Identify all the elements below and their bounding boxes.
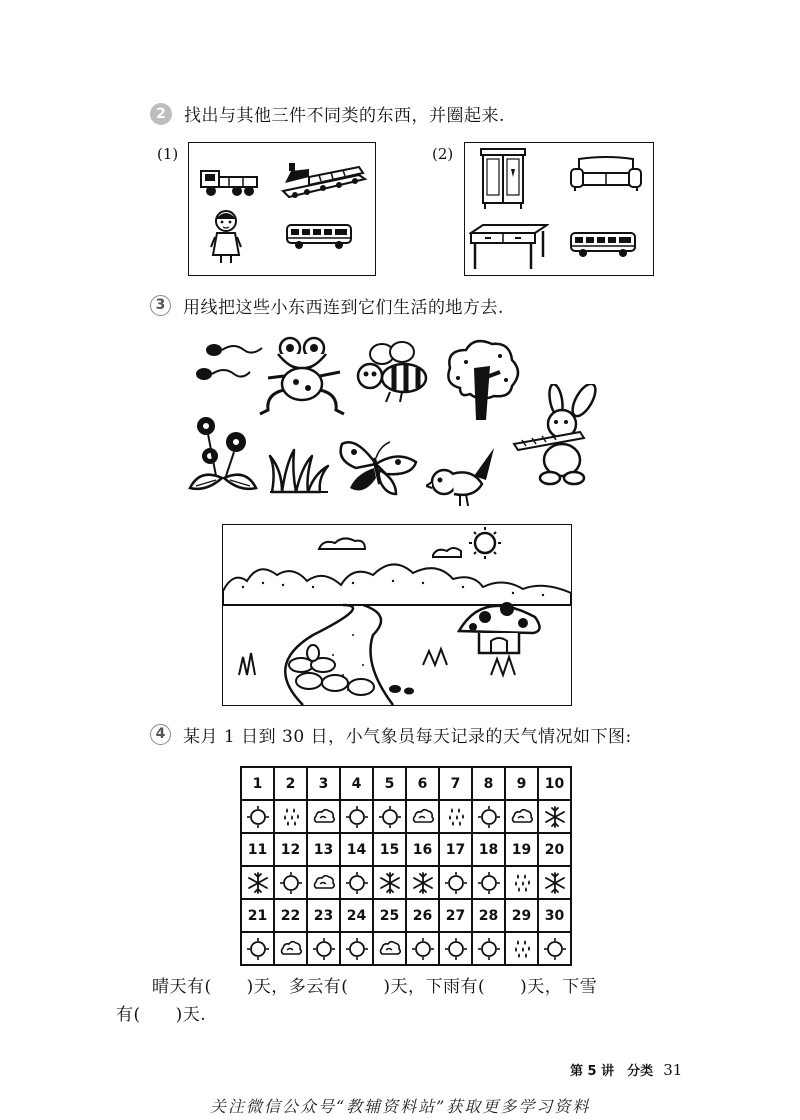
weather-icon-row [241, 932, 571, 965]
page-number: 31 [663, 1061, 683, 1079]
day-number-cell: 4 [340, 767, 373, 800]
cloud-icon [312, 871, 336, 895]
weather-cell [472, 800, 505, 833]
sun-icon [312, 937, 336, 961]
day-number-cell: 20 [538, 833, 571, 866]
q2-part2-label: (2) [432, 145, 454, 163]
grass-icon[interactable] [268, 446, 330, 494]
landscape-scene[interactable] [222, 524, 572, 706]
desk-icon[interactable] [469, 223, 549, 271]
day-number-row [241, 767, 571, 800]
bus-icon[interactable] [569, 229, 639, 259]
weather-cell [472, 866, 505, 899]
weather-cell [241, 866, 274, 899]
day-number-cell: 28 [472, 899, 505, 932]
day-number-cell: 26 [406, 899, 439, 932]
answer-line-1[interactable]: 晴天有( )天，多云有( )天，下雨有( )天，下雪 [152, 977, 598, 997]
weather-table [240, 766, 572, 966]
sun-icon [411, 937, 435, 961]
q4-text: 某月 1 日到 30 日，小气象员每天记录的天气情况如下图: [183, 727, 632, 747]
weather-cell [307, 800, 340, 833]
day-number-cell: 7 [439, 767, 472, 800]
landscape-illustration [223, 525, 571, 705]
day-number-cell: 30 [538, 899, 571, 932]
day-number-cell: 15 [373, 833, 406, 866]
weather-cell [505, 800, 538, 833]
sun-icon [477, 937, 501, 961]
day-number-cell: 16 [406, 833, 439, 866]
weather-cell [307, 866, 340, 899]
weather-cell [406, 932, 439, 965]
cloud-icon [411, 805, 435, 829]
q2-part2-box[interactable] [464, 142, 654, 276]
cloud-shape [319, 538, 365, 549]
mushroom-house-icon [459, 602, 540, 653]
weather-cell [307, 932, 340, 965]
weather-cell [406, 800, 439, 833]
lecture-label: 第 5 讲 分类 [570, 1064, 654, 1079]
sun-icon [246, 937, 270, 961]
snow-icon [543, 871, 567, 895]
rabbit-icon[interactable] [510, 384, 610, 490]
q4-number: 4 [150, 724, 171, 745]
train-icon[interactable] [279, 161, 369, 205]
weather-cell [274, 866, 307, 899]
weather-cell [472, 932, 505, 965]
day-number-row [241, 899, 571, 932]
bus-icon[interactable] [285, 221, 355, 251]
sofa-icon[interactable] [569, 155, 643, 193]
day-number-cell: 13 [307, 833, 340, 866]
sun-icon [469, 527, 501, 559]
tadpoles-icon[interactable] [190, 338, 264, 388]
answer-line-2[interactable]: 有( )天. [116, 1005, 207, 1025]
sun-icon [477, 871, 501, 895]
weather-cell [406, 866, 439, 899]
snow-icon [543, 805, 567, 829]
day-number-cell: 1 [241, 767, 274, 800]
weather-cell [538, 932, 571, 965]
day-number-cell: 23 [307, 899, 340, 932]
q2-number: 2 [150, 103, 172, 125]
sun-icon [444, 871, 468, 895]
day-number-cell: 29 [505, 899, 538, 932]
day-number-cell: 19 [505, 833, 538, 866]
weather-icon-row [241, 866, 571, 899]
cloud-icon [510, 805, 534, 829]
q4-heading [150, 722, 632, 747]
weather-cell [373, 932, 406, 965]
day-number-cell: 2 [274, 767, 307, 800]
weather-cell [373, 800, 406, 833]
bird-icon[interactable] [426, 444, 498, 510]
sun-icon [543, 937, 567, 961]
frog-icon[interactable] [256, 334, 348, 420]
day-number-cell: 12 [274, 833, 307, 866]
q2-part1-label: (1) [157, 145, 179, 163]
day-number-cell: 3 [307, 767, 340, 800]
doll-icon[interactable] [209, 209, 243, 265]
weather-cell [439, 932, 472, 965]
weather-cell [274, 800, 307, 833]
snow-icon [246, 871, 270, 895]
day-number-cell: 5 [373, 767, 406, 800]
day-number-cell: 10 [538, 767, 571, 800]
weather-cell [241, 800, 274, 833]
weather-cell [538, 800, 571, 833]
bee-icon[interactable] [354, 340, 432, 406]
weather-table-wrapper [240, 766, 572, 966]
flowers-icon[interactable] [186, 412, 260, 498]
cloud-icon [378, 937, 402, 961]
q2-part1-box[interactable] [188, 142, 376, 276]
rain-icon [510, 871, 534, 895]
cloud-shape [433, 548, 461, 557]
q2-text: 找出与其他三件不同类的东西，并圈起来. [184, 106, 505, 126]
cloud-icon [279, 937, 303, 961]
day-number-cell: 14 [340, 833, 373, 866]
snow-icon [378, 871, 402, 895]
weather-cell [241, 932, 274, 965]
day-number-row [241, 833, 571, 866]
q2-heading [150, 101, 505, 126]
weather-icon-row [241, 800, 571, 833]
weather-cell [505, 866, 538, 899]
weather-cell [439, 866, 472, 899]
weather-cell [439, 800, 472, 833]
weather-cell [340, 932, 373, 965]
q3-heading [150, 293, 504, 318]
sun-icon [378, 805, 402, 829]
sun-icon [279, 871, 303, 895]
rain-icon [510, 937, 534, 961]
lily-pads [289, 645, 374, 695]
rain-icon [444, 805, 468, 829]
snow-icon [411, 871, 435, 895]
day-number-cell: 22 [274, 899, 307, 932]
weather-cell [274, 932, 307, 965]
q3-number: 3 [150, 295, 171, 316]
day-number-cell: 9 [505, 767, 538, 800]
sun-icon [444, 937, 468, 961]
q3-text: 用线把这些小东西连到它们生活的地方去. [183, 298, 504, 318]
day-number-cell: 8 [472, 767, 505, 800]
sun-icon [345, 871, 369, 895]
day-number-cell: 25 [373, 899, 406, 932]
weather-cell [340, 800, 373, 833]
day-number-cell: 18 [472, 833, 505, 866]
sun-icon [477, 805, 501, 829]
weather-cell [505, 932, 538, 965]
day-number-cell: 24 [340, 899, 373, 932]
day-number-cell: 6 [406, 767, 439, 800]
day-number-cell: 27 [439, 899, 472, 932]
watermark-text: 关注微信公众号“教辅资料站”获取更多学习资料 [210, 1097, 591, 1116]
butterfly-icon[interactable] [336, 434, 420, 500]
day-number-cell: 11 [241, 833, 274, 866]
sun-icon [345, 805, 369, 829]
weather-cell [340, 866, 373, 899]
day-number-cell: 17 [439, 833, 472, 866]
weather-cell [373, 866, 406, 899]
weather-cell [538, 866, 571, 899]
footer-lecture [570, 1060, 682, 1079]
wardrobe-icon[interactable] [477, 147, 529, 211]
cloud-icon [312, 805, 336, 829]
sun-icon [246, 805, 270, 829]
rain-icon [279, 805, 303, 829]
sun-icon [345, 937, 369, 961]
truck-icon[interactable] [199, 163, 261, 199]
day-number-cell: 21 [241, 899, 274, 932]
